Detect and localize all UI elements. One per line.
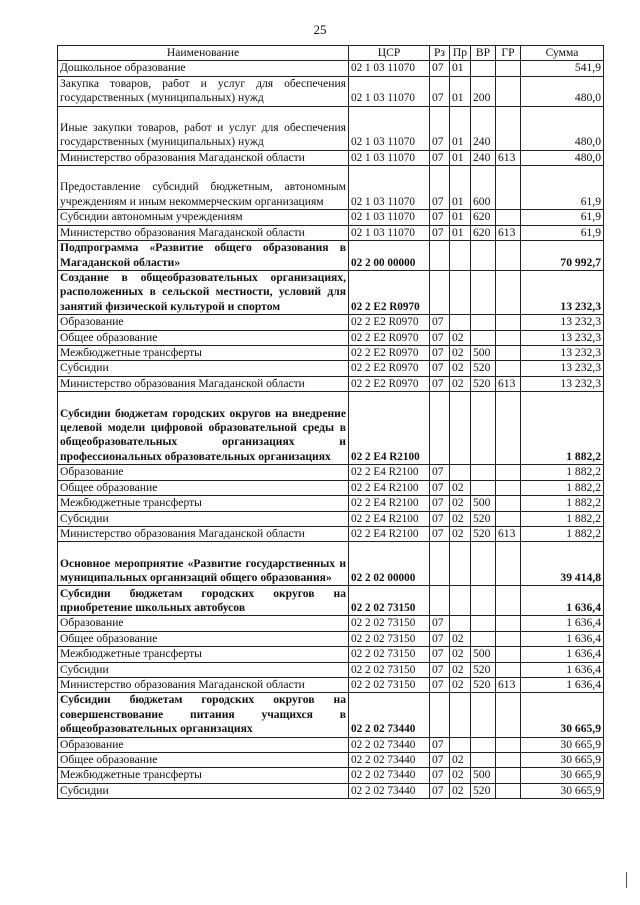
cell-rz [430,392,450,465]
cell-sum: 70 992,7 [521,241,604,271]
cell-name: Субсидии бюджетам городских округов на внедрение целевой модели цифровой образовательной среды в общеобразовательных организациях и профессиональных образовательных организациях [58,392,349,465]
cell-pr [450,542,471,586]
table-row [58,376,604,391]
header-name: Наименование [58,46,349,61]
cell-rz [430,241,450,271]
cell-sum: 1 882,2 [521,496,604,511]
cell-gr [496,166,521,210]
cell-gr [496,330,521,345]
cell-csr: 02 2 02 73150 [349,616,430,631]
table-row [58,693,604,737]
cell-sum: 1 636,4 [521,677,604,692]
header-csr: ЦСР [349,46,430,61]
cell-vr [471,480,496,495]
table-row [58,768,604,783]
cell-rz: 07 [430,677,450,692]
cell-gr [496,392,521,465]
cell-gr: 613 [496,677,521,692]
cell-name: Образование [58,616,349,631]
cell-pr [450,737,471,752]
cell-rz: 07 [430,647,450,662]
cell-rz [430,271,450,315]
cell-pr: 02 [450,631,471,646]
cell-gr [496,465,521,480]
cell-rz: 07 [430,150,450,165]
header-gr: ГР [496,46,521,61]
cell-vr [471,737,496,752]
table-row [58,315,604,330]
cell-csr: 02 2 02 73150 [349,662,430,677]
header-vr: ВР [471,46,496,61]
cell-gr [496,783,521,798]
cell-vr: 520 [471,361,496,376]
cell-vr [471,392,496,465]
cell-name: Основное мероприятие «Развитие государственных и муниципальных организаций общего образования» [58,542,349,586]
cell-pr: 02 [450,361,471,376]
cell-csr: 02 1 03 11070 [349,150,430,165]
cell-sum: 61,9 [521,166,604,210]
cell-pr: 02 [450,511,471,526]
cell-name: Межбюджетные трансферты [58,647,349,662]
cell-sum: 13 232,3 [521,330,604,345]
scan-edge-mark [626,872,627,888]
cell-csr: 02 2 E4 R2100 [349,465,430,480]
cell-rz: 07 [430,376,450,391]
cell-gr [496,631,521,646]
table-row [58,166,604,210]
cell-sum: 1 636,4 [521,616,604,631]
cell-name: Дошкольное образование [58,61,349,76]
cell-vr: 500 [471,496,496,511]
table-row [58,496,604,511]
cell-pr: 02 [450,783,471,798]
cell-name: Образование [58,737,349,752]
cell-pr: 01 [450,61,471,76]
cell-vr [471,616,496,631]
cell-gr [496,346,521,361]
budget-table [57,45,604,799]
cell-name: Межбюджетные трансферты [58,346,349,361]
cell-rz: 07 [430,783,450,798]
cell-rz: 07 [430,106,450,150]
cell-gr [496,480,521,495]
cell-csr: 02 2 E2 R0970 [349,330,430,345]
cell-sum: 1 882,2 [521,465,604,480]
cell-sum: 1 636,4 [521,647,604,662]
cell-sum: 61,9 [521,210,604,225]
cell-rz: 07 [430,768,450,783]
cell-pr: 02 [450,647,471,662]
cell-pr [450,241,471,271]
cell-gr [496,752,521,767]
table-row [58,241,604,271]
cell-name: Министерство образования Магаданской области [58,150,349,165]
cell-sum: 480,0 [521,106,604,150]
cell-csr: 02 1 03 11070 [349,225,430,240]
cell-rz: 07 [430,662,450,677]
cell-sum: 541,9 [521,61,604,76]
table-row [58,210,604,225]
cell-csr: 02 2 02 73440 [349,783,430,798]
cell-vr: 500 [471,647,496,662]
cell-gr: 613 [496,376,521,391]
cell-csr: 02 2 02 73150 [349,677,430,692]
cell-rz: 07 [430,752,450,767]
cell-vr: 520 [471,376,496,391]
table-row [58,662,604,677]
cell-rz: 07 [430,465,450,480]
cell-gr [496,241,521,271]
cell-name: Общее образование [58,480,349,495]
cell-gr [496,496,521,511]
cell-rz: 07 [430,361,450,376]
cell-pr [450,616,471,631]
cell-pr: 02 [450,752,471,767]
cell-vr: 620 [471,225,496,240]
table-row [58,150,604,165]
cell-name: Общее образование [58,631,349,646]
table-row [58,225,604,240]
cell-vr [471,465,496,480]
cell-rz: 07 [430,631,450,646]
cell-sum: 30 665,9 [521,768,604,783]
page-number: 25 [313,22,327,37]
cell-csr: 02 2 E4 R2100 [349,392,430,465]
cell-rz: 07 [430,330,450,345]
cell-sum: 1 882,2 [521,392,604,465]
cell-sum: 30 665,9 [521,737,604,752]
cell-sum: 480,0 [521,150,604,165]
cell-csr: 02 1 03 11070 [349,61,430,76]
table-row [58,346,604,361]
cell-vr: 600 [471,166,496,210]
cell-rz: 07 [430,315,450,330]
cell-pr: 02 [450,768,471,783]
cell-rz: 07 [430,61,450,76]
cell-csr: 02 1 03 11070 [349,76,430,106]
cell-gr [496,106,521,150]
cell-csr: 02 2 02 73150 [349,631,430,646]
cell-sum: 1 636,4 [521,586,604,616]
cell-pr: 02 [450,346,471,361]
cell-gr [496,662,521,677]
cell-csr: 02 2 00 00000 [349,241,430,271]
cell-name: Субсидии [58,783,349,798]
cell-sum: 1 636,4 [521,631,604,646]
cell-name: Общее образование [58,330,349,345]
table-row [58,330,604,345]
cell-sum: 13 232,3 [521,346,604,361]
table-row [58,526,604,541]
cell-vr: 240 [471,150,496,165]
cell-csr: 02 1 03 11070 [349,210,430,225]
cell-gr [496,616,521,631]
cell-pr: 01 [450,225,471,240]
cell-pr: 02 [450,330,471,345]
cell-csr: 02 2 E4 R2100 [349,496,430,511]
cell-pr: 02 [450,677,471,692]
cell-rz: 07 [430,76,450,106]
table-row [58,616,604,631]
cell-name: Субсидии [58,511,349,526]
cell-name: Иные закупки товаров, работ и услуг для обеспечения государственных (муниципальных) нужд [58,106,349,150]
cell-name: Закупка товаров, работ и услуг для обеспечения государственных (муниципальных) нужд [58,76,349,106]
cell-gr: 613 [496,526,521,541]
cell-vr: 500 [471,346,496,361]
cell-sum: 30 665,9 [521,693,604,737]
cell-csr: 02 2 E4 R2100 [349,511,430,526]
cell-name: Министерство образования Магаданской области [58,376,349,391]
cell-vr [471,693,496,737]
cell-sum: 480,0 [521,76,604,106]
cell-csr: 02 2 02 73440 [349,768,430,783]
cell-vr [471,315,496,330]
cell-gr [496,737,521,752]
cell-gr [496,511,521,526]
cell-name: Министерство образования Магаданской области [58,526,349,541]
cell-gr [496,542,521,586]
cell-csr: 02 2 02 73440 [349,693,430,737]
cell-csr: 02 2 02 73440 [349,752,430,767]
cell-name: Субсидии бюджетам городских округов на совершенствование питания учащихся в общеобразовательных организациях [58,693,349,737]
cell-vr [471,631,496,646]
cell-csr: 02 2 E4 R2100 [349,526,430,541]
cell-csr: 02 2 E2 R0970 [349,361,430,376]
header-sum: Сумма [521,46,604,61]
cell-sum: 1 882,2 [521,511,604,526]
cell-pr: 01 [450,166,471,210]
cell-pr [450,693,471,737]
cell-name: Субсидии бюджетам городских округов на приобретение школьных автобусов [58,586,349,616]
cell-pr: 01 [450,106,471,150]
cell-pr: 01 [450,76,471,106]
cell-rz: 07 [430,511,450,526]
cell-vr [471,61,496,76]
cell-name: Подпрограмма «Развитие общего образования в Магаданской области» [58,241,349,271]
cell-name: Министерство образования Магаданской области [58,677,349,692]
cell-name: Предоставление субсидий бюджетным, автономным учреждениям и иным некоммерческим организациям [58,166,349,210]
header-pr: Пр [450,46,471,61]
cell-gr [496,315,521,330]
cell-sum: 13 232,3 [521,361,604,376]
cell-name: Образование [58,465,349,480]
table-row [58,61,604,76]
cell-csr: 02 2 E2 R0970 [349,376,430,391]
table-row [58,76,604,106]
cell-vr: 520 [471,526,496,541]
cell-vr: 520 [471,783,496,798]
cell-csr: 02 2 02 73150 [349,586,430,616]
cell-vr: 520 [471,662,496,677]
cell-csr: 02 1 03 11070 [349,166,430,210]
cell-pr [450,392,471,465]
table-row [58,542,604,586]
cell-pr: 01 [450,150,471,165]
cell-name: Общее образование [58,752,349,767]
cell-vr: 620 [471,210,496,225]
cell-pr [450,271,471,315]
table-row [58,752,604,767]
cell-gr [496,210,521,225]
cell-rz: 07 [430,496,450,511]
table-row [58,647,604,662]
cell-name: Субсидии автономным учреждениям [58,210,349,225]
cell-csr: 02 1 03 11070 [349,106,430,150]
cell-csr: 02 2 E2 R0970 [349,271,430,315]
cell-rz [430,693,450,737]
cell-name: Межбюджетные трансферты [58,496,349,511]
cell-rz: 07 [430,737,450,752]
cell-vr [471,271,496,315]
cell-vr: 240 [471,106,496,150]
cell-gr [496,76,521,106]
cell-gr [496,586,521,616]
cell-gr [496,271,521,315]
cell-vr [471,542,496,586]
cell-name: Межбюджетные трансферты [58,768,349,783]
cell-sum: 1 636,4 [521,662,604,677]
cell-vr: 520 [471,677,496,692]
cell-vr [471,330,496,345]
cell-name: Создание в общеобразовательных организациях, расположенных в сельской местности, условий для занятий физической культурой и спортом [58,271,349,315]
cell-csr: 02 2 E2 R0970 [349,315,430,330]
cell-rz: 07 [430,225,450,240]
cell-gr [496,647,521,662]
cell-sum: 13 232,3 [521,376,604,391]
cell-sum: 13 232,3 [521,271,604,315]
table-row [58,511,604,526]
cell-rz: 07 [430,526,450,541]
table-row [58,677,604,692]
cell-name: Образование [58,315,349,330]
table-row [58,271,604,315]
cell-sum: 1 882,2 [521,480,604,495]
cell-vr: 200 [471,76,496,106]
cell-pr: 02 [450,526,471,541]
cell-rz: 07 [430,480,450,495]
cell-rz: 07 [430,346,450,361]
table-row [58,361,604,376]
table-row [58,737,604,752]
cell-sum: 39 414,8 [521,542,604,586]
cell-sum: 1 882,2 [521,526,604,541]
cell-name: Министерство образования Магаданской области [58,225,349,240]
table-row [58,392,604,465]
cell-gr [496,693,521,737]
cell-pr: 02 [450,496,471,511]
cell-gr: 613 [496,150,521,165]
header-rz: Рз [430,46,450,61]
cell-vr [471,752,496,767]
table-header-row [58,46,604,61]
cell-csr: 02 2 E2 R0970 [349,346,430,361]
cell-pr [450,315,471,330]
table-row [58,106,604,150]
cell-pr: 02 [450,662,471,677]
cell-rz: 07 [430,616,450,631]
table-row [58,480,604,495]
cell-sum: 30 665,9 [521,752,604,767]
cell-pr: 02 [450,376,471,391]
cell-pr: 01 [450,210,471,225]
cell-sum: 61,9 [521,225,604,240]
cell-name: Субсидии [58,662,349,677]
cell-sum: 13 232,3 [521,315,604,330]
table-row [58,631,604,646]
cell-rz: 07 [430,166,450,210]
cell-rz: 07 [430,210,450,225]
cell-name: Субсидии [58,361,349,376]
cell-sum: 30 665,9 [521,783,604,798]
cell-csr: 02 2 02 73150 [349,647,430,662]
cell-vr [471,586,496,616]
cell-gr [496,361,521,376]
cell-vr: 500 [471,768,496,783]
cell-vr: 520 [471,511,496,526]
cell-gr [496,768,521,783]
cell-vr [471,241,496,271]
cell-pr [450,465,471,480]
cell-gr: 613 [496,225,521,240]
table-body [58,61,604,799]
table-row [58,586,604,616]
cell-csr: 02 2 02 00000 [349,542,430,586]
cell-pr: 02 [450,480,471,495]
cell-gr [496,61,521,76]
cell-rz [430,586,450,616]
table-row [58,783,604,798]
cell-csr: 02 2 E4 R2100 [349,480,430,495]
cell-csr: 02 2 02 73440 [349,737,430,752]
table-row [58,465,604,480]
cell-rz [430,542,450,586]
cell-pr [450,586,471,616]
